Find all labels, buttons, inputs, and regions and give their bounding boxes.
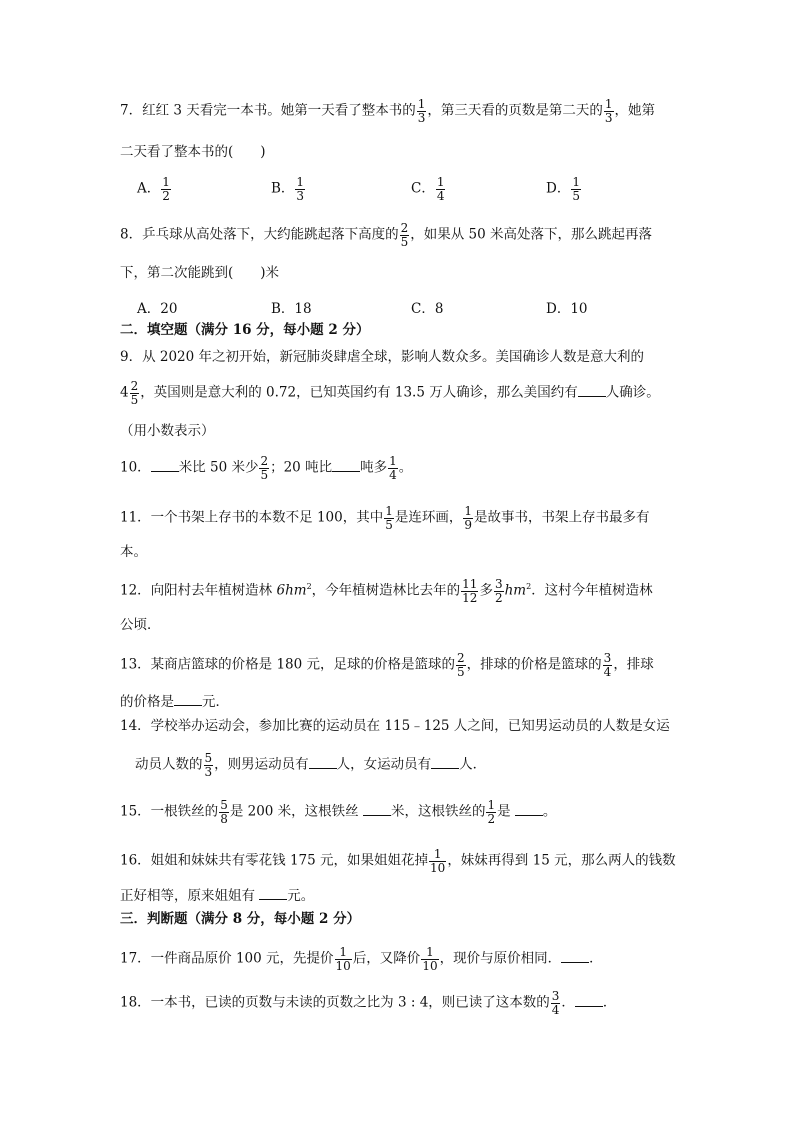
q15-text-a: 15．一根铁丝的 xyxy=(120,803,219,820)
numerator: 1 xyxy=(417,97,426,111)
area-value: 6hm xyxy=(276,582,307,599)
question-13-line1 xyxy=(120,652,654,678)
numerator: 1 xyxy=(604,97,613,111)
q8-option-b[interactable]: B．18 xyxy=(271,301,312,317)
q18-text-b: ． xyxy=(561,994,575,1011)
denominator: 8 xyxy=(220,811,228,826)
denominator: 5 xyxy=(457,664,465,679)
question-9-line2 xyxy=(120,380,660,406)
fraction xyxy=(551,990,561,1016)
question-9-line1: 9．从 2020 年之初开始，新冠肺炎肆虐全球，影响人数众多。美国确诊人数是意大利的 xyxy=(120,349,645,365)
q16-text-line2b: 元。 xyxy=(287,888,315,904)
denominator: 4 xyxy=(551,1002,560,1017)
question-14-line2 xyxy=(135,752,486,778)
q11-text-b: 是连环画， xyxy=(394,509,463,526)
numerator: 3 xyxy=(551,989,560,1003)
q8-option-d[interactable]: D．10 xyxy=(546,301,588,317)
numerator: 2 xyxy=(457,651,465,665)
question-8-line2: 下，第二次能跳到( )米 xyxy=(120,265,280,281)
denominator: 10 xyxy=(335,958,351,973)
denominator: 10 xyxy=(422,958,438,973)
denominator: 4 xyxy=(603,664,612,679)
numerator: 2 xyxy=(130,379,139,393)
numerator: 5 xyxy=(204,751,213,765)
q14-text-b: ，则男运动员有 xyxy=(214,756,309,773)
numerator: 2 xyxy=(260,454,269,468)
option-label: B． xyxy=(271,180,295,197)
q10-text-e: 。 xyxy=(398,459,413,476)
q7-option-d[interactable] xyxy=(546,176,582,202)
answer-blank[interactable] xyxy=(174,693,202,706)
question-18 xyxy=(120,990,616,1016)
fraction xyxy=(486,799,496,825)
question-7-line2: 二天看了整本书的( ) xyxy=(120,144,266,160)
option-label: A． xyxy=(137,180,161,197)
q13-text-a: 13．某商店篮球的价格是 180 元，足球的价格是篮球的 xyxy=(120,656,456,673)
answer-blank[interactable] xyxy=(431,756,459,769)
fraction xyxy=(429,848,446,874)
option-label: D． xyxy=(546,180,571,197)
q18-text-a: 18．一本书，已读的页数与未读的页数之比为 3 : 4，则已读了这本数的 xyxy=(120,994,550,1011)
question-11-line1 xyxy=(120,505,650,531)
q14-text-d: 人． xyxy=(459,756,487,773)
fraction xyxy=(400,222,410,248)
q7-option-c[interactable] xyxy=(411,176,446,202)
denominator: 4 xyxy=(389,467,397,482)
q15-text-d: 是 xyxy=(497,803,515,820)
question-12-line2: 公顷． xyxy=(120,617,161,633)
section-heading-fill-blank: 二．填空题（满分 16 分，每小题 2 分） xyxy=(120,322,370,338)
q18-text-c: ． xyxy=(602,994,617,1011)
question-16-line2 xyxy=(120,887,314,904)
numerator: 1 xyxy=(487,798,496,812)
answer-blank[interactable] xyxy=(561,950,589,963)
fraction xyxy=(259,455,269,481)
numerator: 3 xyxy=(603,651,612,665)
fraction xyxy=(417,98,427,124)
denominator: 5 xyxy=(400,234,409,249)
numerator: 2 xyxy=(400,221,409,235)
q8-option-c[interactable]: C．8 xyxy=(411,301,444,317)
q15-text-e: 。 xyxy=(542,803,557,820)
q10-text-b: 米比 50 米少 xyxy=(178,459,259,476)
q15-text-c: 米，这根铁丝的 xyxy=(390,803,486,820)
q13-text-c: ，排球 xyxy=(613,656,654,673)
denominator: 3 xyxy=(204,764,213,779)
answer-blank[interactable] xyxy=(151,459,179,472)
answer-blank[interactable] xyxy=(578,384,606,397)
q7-option-b[interactable] xyxy=(271,176,306,202)
fraction xyxy=(604,98,614,124)
answer-blank[interactable] xyxy=(363,803,391,816)
q17-text-b: 后，又降价 xyxy=(352,950,421,967)
denominator: 10 xyxy=(430,860,446,875)
fraction xyxy=(388,455,398,481)
denominator: 4 xyxy=(436,188,445,203)
q16-text-a: 16．姐姐和妹妹共有零花钱 175 元，如果姐姐花掉 xyxy=(120,852,429,869)
q7-text-b: ，第三天看的页数是第二天的 xyxy=(427,102,603,119)
q10-text-c: ；20 吨比 xyxy=(270,459,333,476)
q9-text-c: 人确诊。 xyxy=(605,384,660,401)
fraction xyxy=(161,176,171,202)
fraction xyxy=(335,946,352,972)
fraction xyxy=(436,176,446,202)
q7-text-c: ，她第 xyxy=(614,102,656,119)
fraction xyxy=(571,176,581,202)
fraction xyxy=(603,652,613,678)
q13-text-b: ，排球的价格是篮球的 xyxy=(466,656,602,673)
denominator: 12 xyxy=(462,590,478,605)
q12-text-b: ，今年植树造林比去年的 xyxy=(311,582,461,599)
area-unit: hm xyxy=(504,582,527,599)
denominator: 3 xyxy=(417,110,426,125)
q15-text-b: 是 200 米，这根铁丝 xyxy=(229,803,363,820)
numerator: 1 xyxy=(162,175,170,189)
q17-text-c: ，现价与原价相同． xyxy=(439,950,562,967)
answer-blank[interactable] xyxy=(515,803,543,816)
answer-blank[interactable] xyxy=(259,887,287,900)
fraction xyxy=(421,946,438,972)
denominator: 2 xyxy=(494,590,503,605)
mixed-whole: 4 xyxy=(120,384,129,401)
numerator: 1 xyxy=(426,945,434,959)
question-13-line2 xyxy=(120,693,229,710)
question-12-line1 xyxy=(120,578,653,604)
numerator: 11 xyxy=(462,577,478,591)
question-7-line1 xyxy=(120,98,655,124)
fraction xyxy=(204,752,214,778)
answer-blank[interactable] xyxy=(332,459,360,472)
denominator: 3 xyxy=(296,188,305,203)
fraction xyxy=(456,652,466,678)
numerator: 1 xyxy=(436,175,445,189)
q7-option-a[interactable] xyxy=(137,176,172,202)
q12-text-c: 多 xyxy=(479,582,493,599)
numerator: 1 xyxy=(572,175,580,189)
q16-text-b: ，妹妹再得到 15 元，那么两人的钱数 xyxy=(447,852,676,869)
denominator: 5 xyxy=(385,517,393,532)
q14-text-c: 人，女运动员有 xyxy=(336,756,432,773)
squared-mark: 2 xyxy=(526,582,532,592)
numerator: 1 xyxy=(389,454,397,468)
q14-text-a: 动员人数的 xyxy=(135,756,203,773)
denominator: 2 xyxy=(162,188,170,203)
numerator: 1 xyxy=(339,945,347,959)
fraction xyxy=(384,505,394,531)
question-8-line1 xyxy=(120,222,652,248)
q7-text-a: 7．红红 3 天看完一本书。她第一天看了整本书的 xyxy=(120,102,416,119)
q8-option-a[interactable]: A．20 xyxy=(137,301,178,317)
fraction xyxy=(130,380,140,406)
numerator: 1 xyxy=(433,847,442,861)
denominator: 2 xyxy=(487,811,496,826)
numerator: 1 xyxy=(464,504,473,518)
fraction xyxy=(461,578,478,604)
denominator: 5 xyxy=(130,392,139,407)
fraction xyxy=(295,176,305,202)
q11-text-c: 是故事书，书架上存书最多有 xyxy=(474,509,650,526)
answer-blank[interactable] xyxy=(309,756,337,769)
fraction xyxy=(219,799,229,825)
fraction xyxy=(463,505,473,531)
question-11-line2: 本。 xyxy=(120,544,147,560)
q9-text-b: ，英国则是意大利的 0.72，已知英国约有 13.5 万人确诊，那么美国约有 xyxy=(140,384,578,401)
fraction xyxy=(494,578,504,604)
q10-text-a: 10． xyxy=(120,459,151,476)
question-16-line1 xyxy=(120,848,676,874)
q10-text-d: 吨多 xyxy=(360,459,388,476)
answer-blank[interactable] xyxy=(575,994,603,1007)
numerator: 1 xyxy=(385,504,393,518)
question-17 xyxy=(120,946,603,972)
q8-text-a: 8．乒乓球从高处落下，大约能跳起落下高度的 xyxy=(120,226,399,243)
q16-text-line2a: 正好相等，原来姐姐有 xyxy=(120,888,260,904)
q8-text-b: ，如果从 50 米高处落下，那么跳起再落 xyxy=(410,226,652,243)
option-label: C． xyxy=(411,180,435,197)
question-14-line1: 14．学校举办运动会，参加比赛的运动员在 115﹣125 人之间，已知男运动员的人数是女运 xyxy=(120,718,670,734)
squared-mark: 2 xyxy=(306,582,312,592)
numerator: 3 xyxy=(494,577,503,591)
q13-text-line2a: 的价格是 xyxy=(120,694,174,710)
question-10 xyxy=(120,455,412,481)
q12-text-a: 12．向阳村去年植树造林 xyxy=(120,582,277,599)
denominator: 5 xyxy=(260,467,269,482)
numerator: 1 xyxy=(296,175,305,189)
question-9-line3: （用小数表示） xyxy=(120,423,215,439)
q12-text-d: ．这村今年植树造林 xyxy=(531,582,653,599)
section-heading-true-false: 三．判断题（满分 8 分，每小题 2 分） xyxy=(120,911,361,927)
q13-text-line2b: 元． xyxy=(202,694,229,710)
denominator: 3 xyxy=(604,110,613,125)
question-15 xyxy=(120,799,556,825)
numerator: 5 xyxy=(220,798,228,812)
q17-text-d: ． xyxy=(589,950,603,967)
denominator: 5 xyxy=(572,188,580,203)
denominator: 9 xyxy=(464,517,473,532)
q17-text-a: 17．一件商品原价 100 元，先提价 xyxy=(120,950,334,967)
q11-text-a: 11．一个书架上存书的本数不足 100，其中 xyxy=(120,509,384,526)
